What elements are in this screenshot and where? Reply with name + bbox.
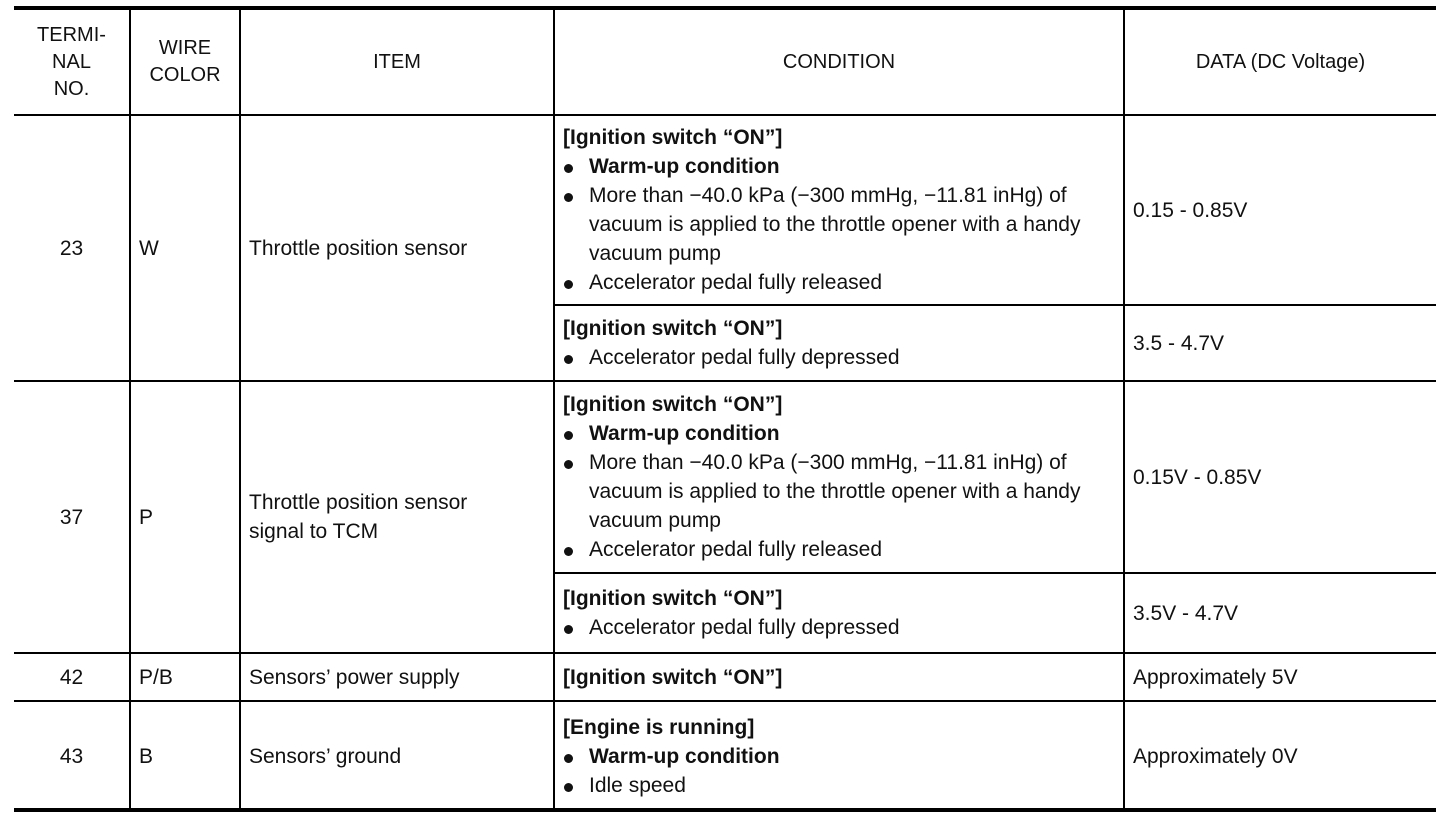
condition-cell — [555, 382, 1125, 574]
bullet-icon — [563, 448, 589, 477]
wire-color-cell: W — [131, 116, 241, 382]
header-terminal-no — [14, 10, 131, 116]
condition-heading: [Ignition switch “ON”] — [563, 317, 783, 340]
terminal-no-cell: 42 — [14, 654, 131, 702]
condition-bullet — [563, 535, 1109, 564]
terminal-no-cell: 43 — [14, 702, 131, 810]
terminal-no-cell: 23 — [14, 116, 131, 382]
header-wire-line: COLOR — [149, 64, 221, 86]
condition-bullet — [563, 181, 1109, 268]
condition-bullet — [563, 448, 1109, 535]
wire-color-cell: B — [131, 702, 241, 810]
header-terminal-line: NO. — [53, 77, 90, 100]
condition-bullet — [563, 152, 1109, 181]
header-wire-color — [131, 10, 241, 116]
condition-heading: [Ignition switch “ON”] — [563, 665, 783, 689]
header-wire-line: WIRE — [158, 37, 212, 59]
header-condition: CONDITION — [555, 10, 1125, 116]
data-value-cell: Approximately 0V — [1133, 744, 1298, 768]
item-cell: Throttle position sensor signal to TCM — [241, 382, 555, 654]
condition-cell — [555, 574, 1125, 654]
data-value-cell: 3.5 - 4.7V — [1125, 306, 1436, 382]
condition-bullet — [563, 268, 1109, 297]
header-terminal-line: TERMI- — [37, 23, 106, 46]
header-data: DATA (DC Voltage) — [1125, 10, 1436, 116]
condition-cell — [555, 116, 1125, 306]
bullet-icon — [563, 419, 589, 448]
bullet-icon — [563, 181, 589, 210]
bullet-text: Accelerator pedal fully depressed — [589, 616, 900, 639]
data-value-cell: Approximately 5V — [1125, 654, 1436, 702]
header-item: ITEM — [241, 10, 555, 116]
condition-heading: [Ignition switch “ON”] — [563, 587, 783, 610]
condition-heading: [Engine is running] — [563, 715, 755, 739]
data-value-cell: 3.5V - 4.7V — [1125, 574, 1436, 654]
bullet-icon — [563, 535, 589, 564]
bullet-text: Idle speed — [589, 773, 686, 797]
bullet-icon — [563, 613, 589, 642]
bullet-text: More than −40.0 kPa (−300 mmHg, −11.81 inHg) of vacuum is applied to the throttle opener with a handy vacuum pump — [589, 451, 1081, 532]
bullet-text: Warm-up condition — [589, 744, 780, 768]
bullet-text: More than −40.0 kPa (−300 mmHg, −11.81 inHg) of vacuum is applied to the throttle opener with a handy vacuum pump — [589, 184, 1081, 265]
bullet-text: Warm-up condition — [589, 422, 780, 445]
condition-bullet — [563, 613, 1109, 642]
bullet-icon — [563, 771, 589, 800]
bullet-text: Accelerator pedal fully released — [589, 538, 882, 561]
bullet-icon — [563, 742, 589, 771]
condition-cell — [555, 702, 1125, 810]
condition-heading: [Ignition switch “ON”] — [563, 126, 783, 149]
item-cell: Throttle position sensor — [241, 116, 555, 382]
wire-color-cell: P — [131, 382, 241, 654]
item-cell: Sensors’ power supply — [241, 654, 555, 702]
condition-bullet — [563, 343, 1109, 372]
data-value-cell: 0.15 - 0.85V — [1125, 116, 1436, 306]
data-value-cell: 0.15V - 0.85V — [1125, 382, 1436, 574]
condition-heading: [Ignition switch “ON”] — [563, 393, 783, 416]
condition-cell — [555, 306, 1125, 382]
bullet-text: Accelerator pedal fully depressed — [589, 346, 900, 369]
bullet-icon — [563, 268, 589, 297]
condition-bullet — [563, 742, 1109, 771]
terminal-no-cell: 37 — [14, 382, 131, 654]
bullet-icon — [563, 343, 589, 372]
wire-color-cell: P/B — [131, 654, 241, 702]
bullet-text: Accelerator pedal fully released — [589, 271, 882, 294]
bullet-icon — [563, 152, 589, 181]
condition-bullet — [563, 771, 1109, 800]
bullet-text: Warm-up condition — [589, 155, 780, 178]
condition-cell — [555, 654, 1125, 702]
terminal-data-table — [14, 6, 1436, 812]
header-terminal-line: NAL — [52, 50, 91, 73]
item-cell: Sensors’ ground — [241, 702, 555, 810]
condition-bullet — [563, 419, 1109, 448]
